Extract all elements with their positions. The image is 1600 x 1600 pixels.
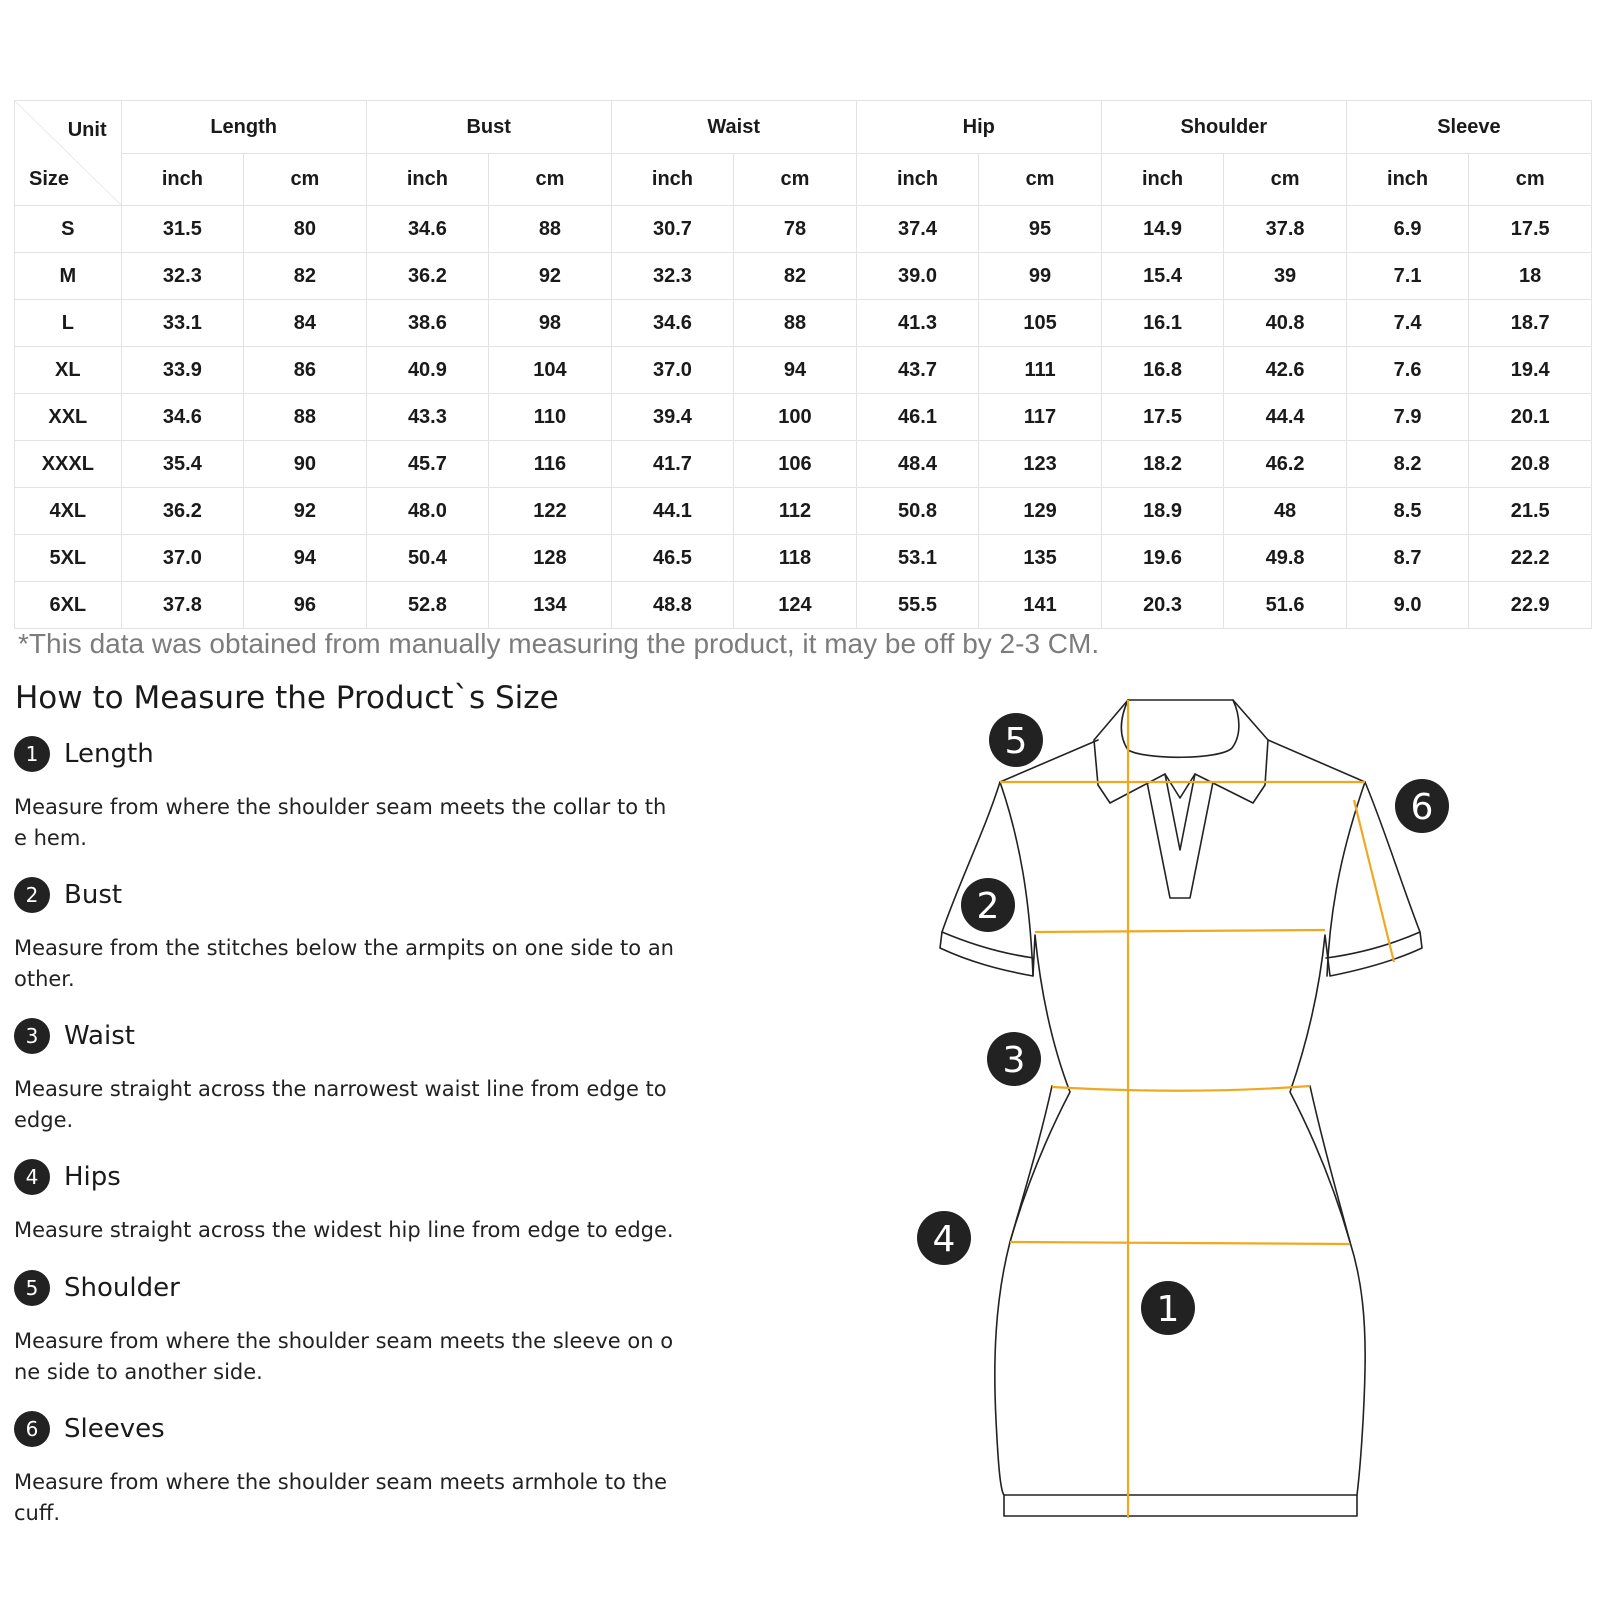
measurement-cell: 22.9 <box>1469 582 1592 629</box>
step-number-badge: 4 <box>14 1159 50 1195</box>
size-label-cell: XXXL <box>15 441 122 488</box>
unit-inch-header: inch <box>121 154 244 206</box>
measurement-cell: 39.0 <box>856 253 979 300</box>
measurement-cell: 135 <box>979 535 1102 582</box>
measurement-cell: 33.9 <box>121 347 244 394</box>
measurement-cell: 51.6 <box>1224 582 1347 629</box>
measurement-cell: 45.7 <box>366 441 489 488</box>
table-corner-cell <box>15 101 122 206</box>
measurement-cell: 20.1 <box>1469 394 1592 441</box>
svg-text:1: 1 <box>1156 1289 1180 1330</box>
step-name: Waist <box>64 1021 135 1051</box>
measurement-cell: 96 <box>244 582 367 629</box>
step-name: Shoulder <box>64 1273 180 1303</box>
step-hips <box>14 1157 674 1246</box>
svg-text:2: 2 <box>976 886 1000 927</box>
column-group-length: Length <box>121 101 366 154</box>
measurement-cell: 117 <box>979 394 1102 441</box>
measurement-cell: 49.8 <box>1224 535 1347 582</box>
diagram-markers <box>917 713 1449 1335</box>
measurement-cell: 88 <box>734 300 857 347</box>
measurement-cell: 48.8 <box>611 582 734 629</box>
step-number-badge: 6 <box>14 1411 50 1447</box>
step-number-badge: 3 <box>14 1018 50 1054</box>
measurement-cell: 39.4 <box>611 394 734 441</box>
measurement-cell: 40.9 <box>366 347 489 394</box>
table-group-header-row <box>15 101 1592 154</box>
waist-measure-line <box>1052 1086 1310 1091</box>
step-waist <box>14 1016 674 1136</box>
step-name: Hips <box>64 1162 121 1192</box>
column-group-hip: Hip <box>856 101 1101 154</box>
step-description: Measure from where the shoulder seam meets the collar to the hem. <box>14 795 667 850</box>
measurement-cell: 52.8 <box>366 582 489 629</box>
measurement-cell: 21.5 <box>1469 488 1592 535</box>
step-description: Measure from the stitches below the armpits on one side to another. <box>14 936 674 991</box>
measurement-cell: 37.8 <box>121 582 244 629</box>
measurement-note: *This data was obtained from manually measuring the product, it may be off by 2-3 CM. <box>18 628 1100 659</box>
polo-dress-outline-icon <box>900 680 1560 1560</box>
measurement-cell: 18.2 <box>1101 441 1224 488</box>
step-description: Measure straight across the widest hip line from edge to edge. <box>14 1218 674 1242</box>
measurement-cell: 20.3 <box>1101 582 1224 629</box>
step-sleeves <box>14 1409 674 1529</box>
bust-measure-line <box>1035 930 1325 932</box>
step-number-badge: 5 <box>14 1270 50 1306</box>
measurement-cell: 16.1 <box>1101 300 1224 347</box>
column-group-bust: Bust <box>366 101 611 154</box>
hip-measure-line <box>1010 1242 1350 1244</box>
measurement-cell: 88 <box>244 394 367 441</box>
measurement-cell: 106 <box>734 441 857 488</box>
measurement-cell: 111 <box>979 347 1102 394</box>
size-label-cell: M <box>15 253 122 300</box>
measurement-cell: 34.6 <box>121 394 244 441</box>
svg-text:4: 4 <box>932 1219 956 1260</box>
measurement-cell: 95 <box>979 206 1102 253</box>
measurement-cell: 48.4 <box>856 441 979 488</box>
measurement-cell: 92 <box>244 488 367 535</box>
measurement-cell: 128 <box>489 535 612 582</box>
measurement-cell: 33.1 <box>121 300 244 347</box>
measurement-cell: 46.1 <box>856 394 979 441</box>
measurement-cell: 9.0 <box>1346 582 1469 629</box>
measurement-cell: 46.2 <box>1224 441 1347 488</box>
measurement-cell: 94 <box>244 535 367 582</box>
corner-unit-label: Unit <box>67 119 107 141</box>
measurement-cell: 22.2 <box>1469 535 1592 582</box>
table-row <box>15 394 1592 441</box>
step-number-badge: 2 <box>14 877 50 913</box>
measurement-cell: 55.5 <box>856 582 979 629</box>
measurement-cell: 7.6 <box>1346 347 1469 394</box>
measurement-cell: 19.4 <box>1469 347 1592 394</box>
svg-text:3: 3 <box>1002 1040 1026 1081</box>
measurement-cell: 94 <box>734 347 857 394</box>
measurement-cell: 41.7 <box>611 441 734 488</box>
size-label-cell: XXL <box>15 394 122 441</box>
measurement-cell: 18.7 <box>1469 300 1592 347</box>
measurement-cell: 123 <box>979 441 1102 488</box>
measurement-lines <box>1000 700 1394 1518</box>
step-name: Length <box>64 739 154 769</box>
table-row <box>15 441 1592 488</box>
measurement-cell: 82 <box>734 253 857 300</box>
table-unit-header-row <box>15 154 1592 206</box>
measurement-cell: 41.3 <box>856 300 979 347</box>
measurement-cell: 36.2 <box>366 253 489 300</box>
sleeve-measure-line <box>1354 800 1394 962</box>
measurement-cell: 112 <box>734 488 857 535</box>
unit-cm-header: cm <box>244 154 367 206</box>
measurement-cell: 48.0 <box>366 488 489 535</box>
measurement-cell: 37.8 <box>1224 206 1347 253</box>
unit-cm-header: cm <box>734 154 857 206</box>
measurement-cell: 88 <box>489 206 612 253</box>
unit-inch-header: inch <box>856 154 979 206</box>
measurement-cell: 37.0 <box>121 535 244 582</box>
svg-text:5: 5 <box>1004 721 1028 762</box>
unit-inch-header: inch <box>1346 154 1469 206</box>
measurement-cell: 30.7 <box>611 206 734 253</box>
measurement-cell: 82 <box>244 253 367 300</box>
measurement-cell: 35.4 <box>121 441 244 488</box>
measurement-cell: 7.4 <box>1346 300 1469 347</box>
guide-title: How to Measure the Product`s Size <box>15 680 559 716</box>
measurement-cell: 20.8 <box>1469 441 1592 488</box>
column-group-waist: Waist <box>611 101 856 154</box>
measurement-cell: 39 <box>1224 253 1347 300</box>
size-label-cell: XL <box>15 347 122 394</box>
measurement-cell: 15.4 <box>1101 253 1224 300</box>
measurement-cell: 16.8 <box>1101 347 1224 394</box>
measurement-cell: 8.5 <box>1346 488 1469 535</box>
marker-6 <box>1395 779 1449 833</box>
measurement-cell: 36.2 <box>121 488 244 535</box>
measurement-cell: 116 <box>489 441 612 488</box>
measurement-cell: 19.6 <box>1101 535 1224 582</box>
measurement-cell: 44.1 <box>611 488 734 535</box>
step-number-badge: 1 <box>14 736 50 772</box>
step-name: Sleeves <box>64 1414 165 1444</box>
measurement-cell: 53.1 <box>856 535 979 582</box>
measurement-cell: 14.9 <box>1101 206 1224 253</box>
corner-size-label: Size <box>29 168 70 190</box>
measurement-cell: 6.9 <box>1346 206 1469 253</box>
measurement-cell: 7.1 <box>1346 253 1469 300</box>
marker-3 <box>987 1032 1041 1086</box>
size-chart-table <box>14 100 1592 629</box>
measurement-cell: 7.9 <box>1346 394 1469 441</box>
unit-cm-header: cm <box>1224 154 1347 206</box>
measurement-cell: 31.5 <box>121 206 244 253</box>
measurement-cell: 32.3 <box>611 253 734 300</box>
column-group-shoulder: Shoulder <box>1101 101 1346 154</box>
marker-2 <box>961 878 1015 932</box>
measurement-cell: 43.7 <box>856 347 979 394</box>
measurement-cell: 34.6 <box>366 206 489 253</box>
step-shoulder <box>14 1268 674 1388</box>
measurement-cell: 124 <box>734 582 857 629</box>
measurement-cell: 38.6 <box>366 300 489 347</box>
unit-cm-header: cm <box>489 154 612 206</box>
measurement-cell: 8.2 <box>1346 441 1469 488</box>
unit-cm-header: cm <box>979 154 1102 206</box>
measurement-cell: 80 <box>244 206 367 253</box>
dress-outline <box>940 700 1422 1516</box>
measurement-cell: 90 <box>244 441 367 488</box>
size-rows <box>15 206 1592 629</box>
measurement-cell: 18.9 <box>1101 488 1224 535</box>
measurement-cell: 104 <box>489 347 612 394</box>
step-description: Measure straight across the narrowest waist line from edge to edge. <box>14 1077 667 1132</box>
measurement-cell: 141 <box>979 582 1102 629</box>
unit-inch-header: inch <box>611 154 734 206</box>
table-row <box>15 347 1592 394</box>
measurement-cell: 48 <box>1224 488 1347 535</box>
table-row <box>15 582 1592 629</box>
measurement-cell: 46.5 <box>611 535 734 582</box>
step-length <box>14 734 674 854</box>
measurement-cell: 105 <box>979 300 1102 347</box>
marker-1 <box>1141 1281 1195 1335</box>
size-label-cell: S <box>15 206 122 253</box>
step-bust <box>14 875 674 995</box>
table-row <box>15 488 1592 535</box>
measurement-cell: 84 <box>244 300 367 347</box>
measurement-cell: 78 <box>734 206 857 253</box>
svg-text:6: 6 <box>1410 787 1434 828</box>
measurement-cell: 18 <box>1469 253 1592 300</box>
measurement-cell: 92 <box>489 253 612 300</box>
measurement-cell: 40.8 <box>1224 300 1347 347</box>
measurement-cell: 37.4 <box>856 206 979 253</box>
table-row <box>15 535 1592 582</box>
unit-inch-header: inch <box>366 154 489 206</box>
measurement-cell: 99 <box>979 253 1102 300</box>
measurement-cell: 42.6 <box>1224 347 1347 394</box>
measurement-cell: 44.4 <box>1224 394 1347 441</box>
measurement-cell: 8.7 <box>1346 535 1469 582</box>
step-description: Measure from where the shoulder seam meets armhole to the cuff. <box>14 1470 667 1525</box>
size-label-cell: 5XL <box>15 535 122 582</box>
measurement-cell: 37.0 <box>611 347 734 394</box>
measurement-cell: 50.8 <box>856 488 979 535</box>
measurement-cell: 98 <box>489 300 612 347</box>
table-row <box>15 300 1592 347</box>
measurement-cell: 134 <box>489 582 612 629</box>
measurement-cell: 50.4 <box>366 535 489 582</box>
table-row <box>15 206 1592 253</box>
size-label-cell: 6XL <box>15 582 122 629</box>
marker-5 <box>989 713 1043 767</box>
table-row <box>15 253 1592 300</box>
measurement-cell: 86 <box>244 347 367 394</box>
measurement-cell: 17.5 <box>1469 206 1592 253</box>
marker-4 <box>917 1211 971 1265</box>
measurement-cell: 32.3 <box>121 253 244 300</box>
size-label-cell: 4XL <box>15 488 122 535</box>
measurement-cell: 122 <box>489 488 612 535</box>
unit-cm-header: cm <box>1469 154 1592 206</box>
measurement-cell: 129 <box>979 488 1102 535</box>
measurement-cell: 100 <box>734 394 857 441</box>
column-group-sleeve: Sleeve <box>1346 101 1591 154</box>
measurement-cell: 118 <box>734 535 857 582</box>
unit-inch-header: inch <box>1101 154 1224 206</box>
step-description: Measure from where the shoulder seam meets the sleeve on one side to another side. <box>14 1329 674 1384</box>
measurement-cell: 110 <box>489 394 612 441</box>
size-label-cell: L <box>15 300 122 347</box>
step-name: Bust <box>64 880 123 910</box>
measurement-cell: 17.5 <box>1101 394 1224 441</box>
measurement-cell: 34.6 <box>611 300 734 347</box>
measurement-cell: 43.3 <box>366 394 489 441</box>
